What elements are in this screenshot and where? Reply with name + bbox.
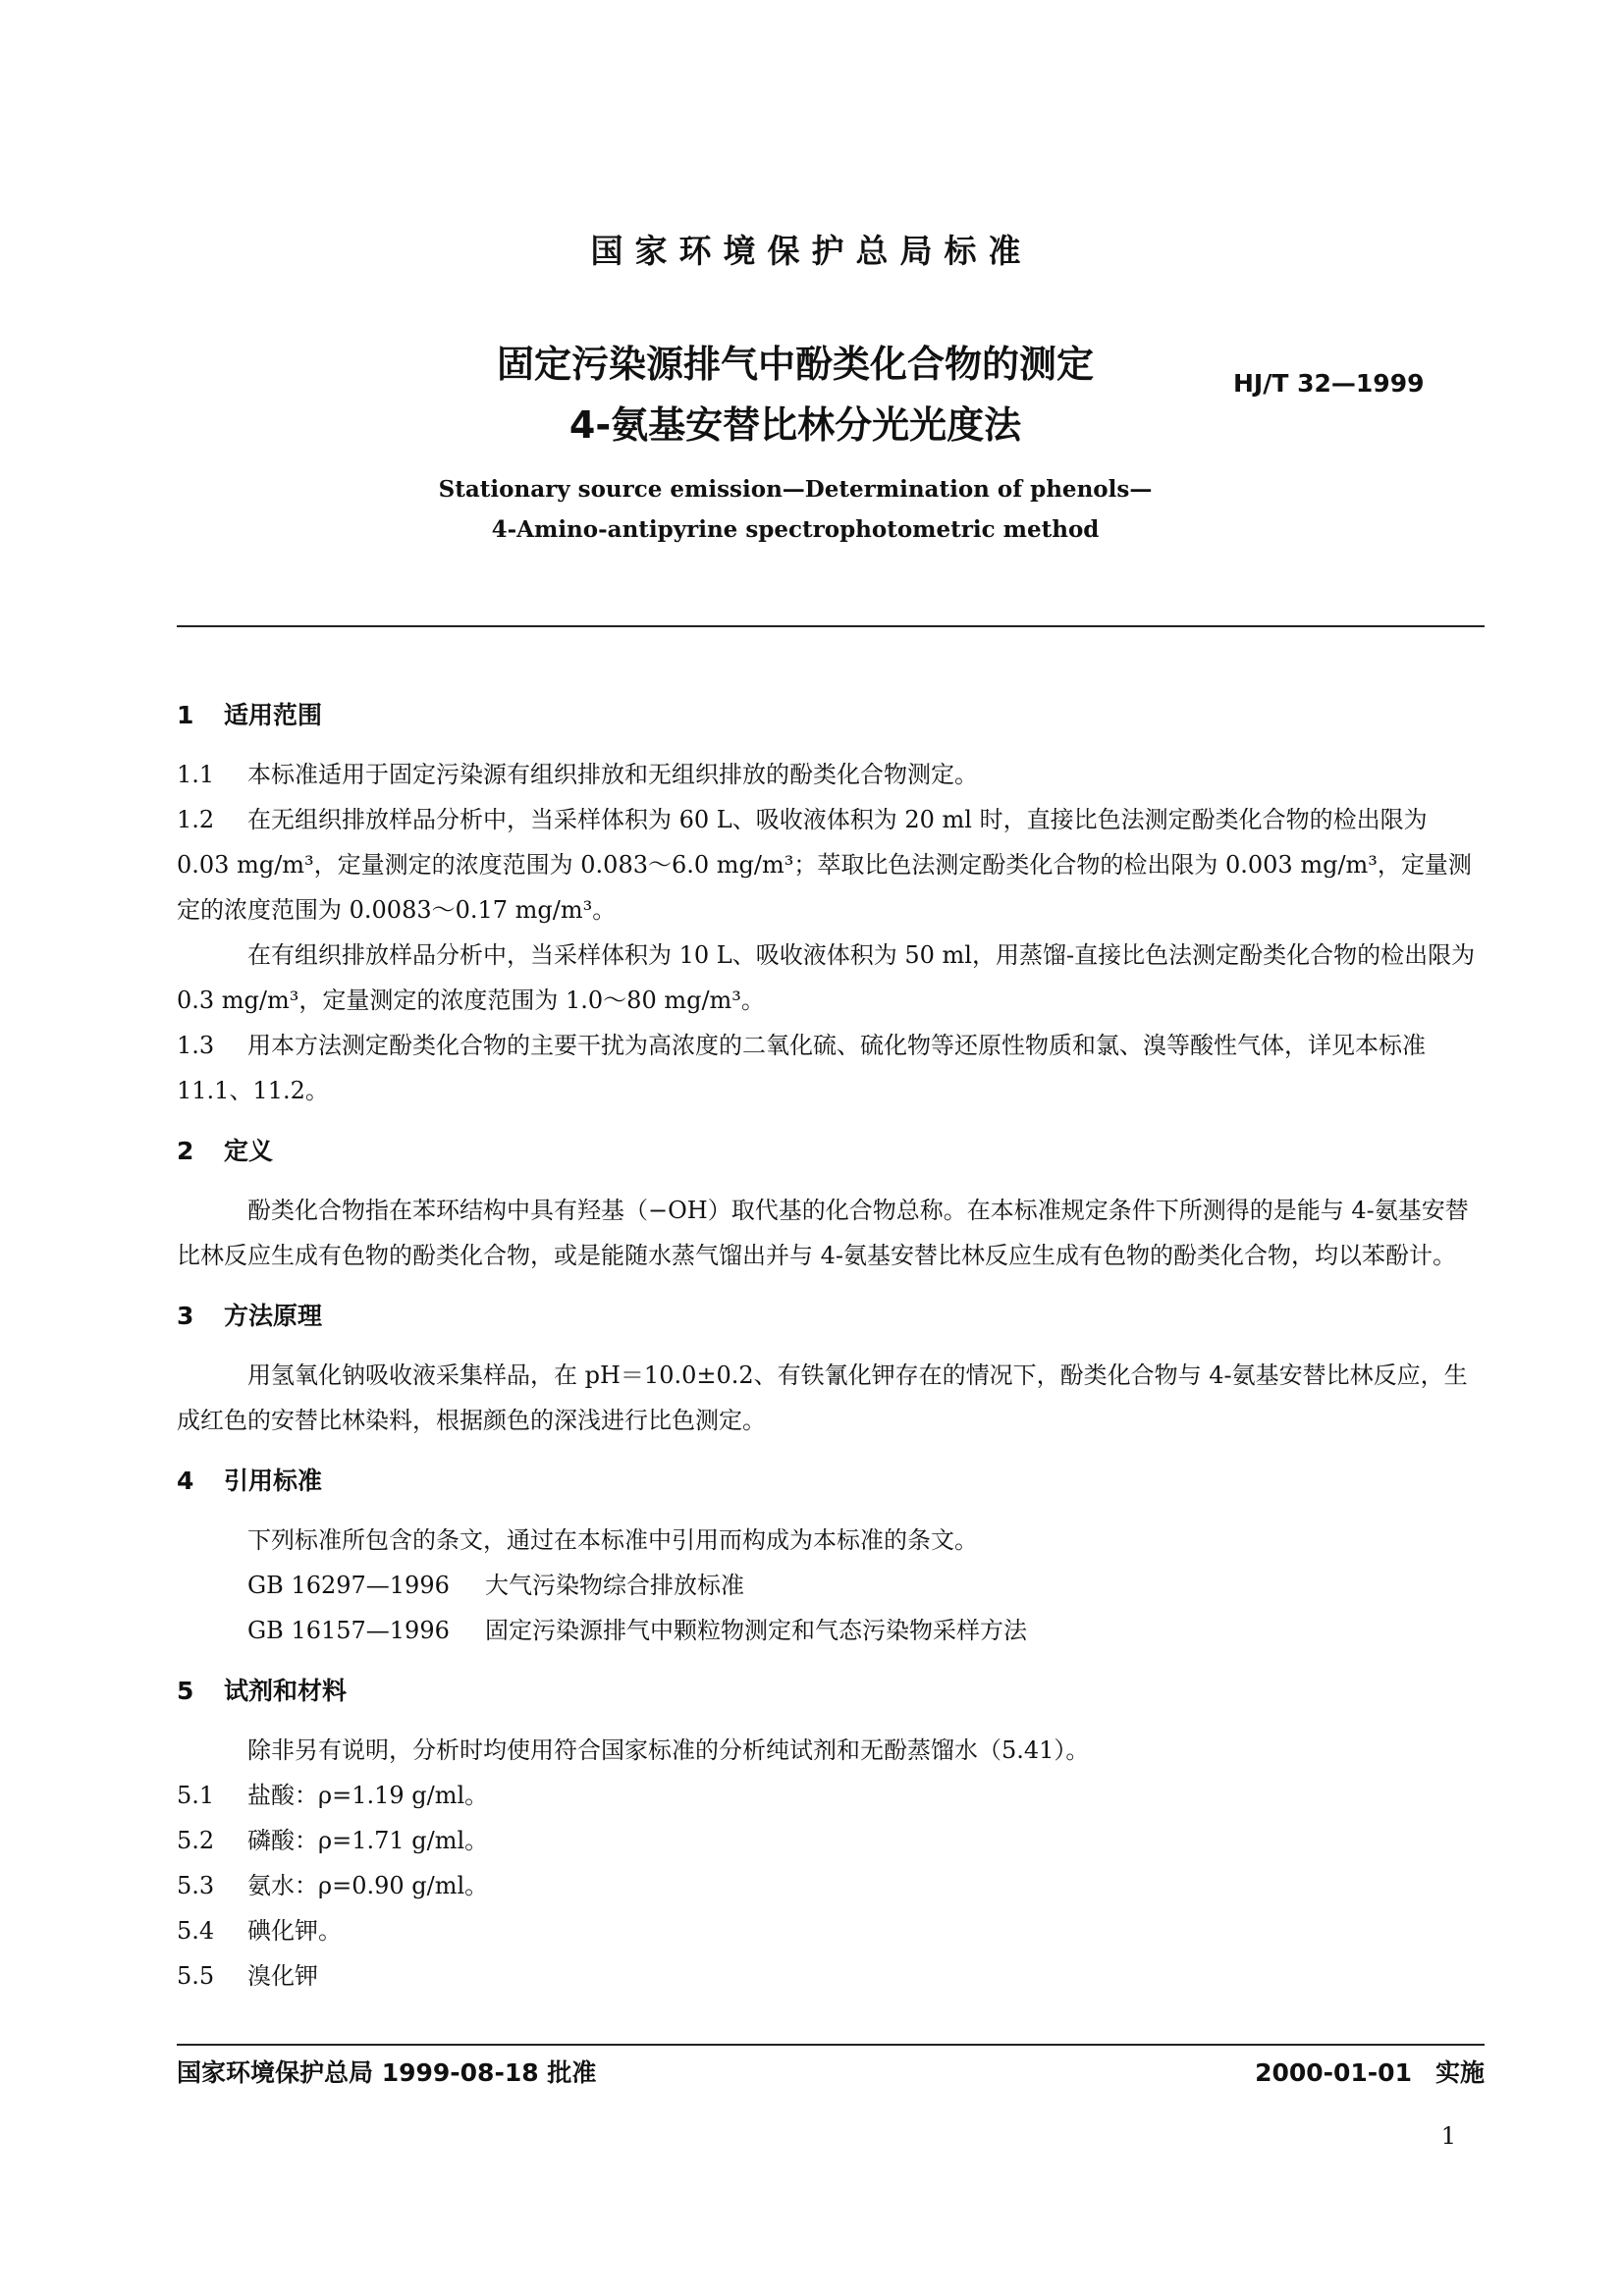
english-title-line-1: Stationary source emission—Determination of phenols—: [438, 476, 1153, 503]
title-line-1: 固定污染源排气中酚类化合物的测定: [496, 343, 1094, 386]
effective-label: 实施: [1434, 2058, 1485, 2087]
english-title-line-2: 4-Amino-antipyrine spectrophotometric method: [491, 516, 1100, 543]
section-heading-4: 4 引用标准: [177, 1467, 323, 1495]
reagent-item: 5.2 磷酸：ρ=1.71 g/ml。: [177, 1827, 489, 1854]
reagent-item: 5.1 盐酸：ρ=1.19 g/ml。: [177, 1782, 489, 1809]
reference-item: GB 16297—1996 大气污染物综合排放标准: [247, 1572, 744, 1599]
principle-paragraph: 用氢氧化钠吸收液采集样品，在 pH＝10.0±0.2、有铁氰化钾存在的情况下，酚类化合物与 4-氨基安替比林反应，生成红色的安替比林染料，根据颜色的深浅进行比色测定。: [177, 1362, 1468, 1434]
section-heading-3: 3 方法原理: [177, 1302, 323, 1330]
approval-note: 国家环境保护总局 1999-08-18 批准: [177, 2058, 597, 2087]
references-intro: 下列标准所包含的条文，通过在本标准中引用而构成为本标准的条文。: [247, 1526, 978, 1554]
clause-1-2: 1.2 在无组织排放样品分析中，当采样体积为 60 L、吸收液体积为 20 ml 时，直接比色法测定酚类化合物的检出限为 0.03 mg/m³，定量测定的浓度范围为 0.083～6.0 mg/m³；萃取比色法测定酚类化合物的检出限为 0.003 mg/m³，定量测定的浓度范围为 0.0083～0.17 mg/m³。: [177, 806, 1472, 924]
section-heading-2: 2 定义: [177, 1137, 274, 1165]
title-line-2: 4-氨基安替比林分光光度法: [568, 403, 1022, 447]
reagent-item: 5.3 氨水：ρ=0.90 g/ml。: [177, 1872, 489, 1899]
footer-divider: [177, 2044, 1485, 2046]
section-heading-5: 5 试剂和材料: [177, 1677, 348, 1705]
reagent-item: 5.5 溴化钾: [177, 1962, 318, 1990]
effective-date: 2000-01-01: [1255, 2058, 1412, 2087]
header-divider: [177, 625, 1485, 627]
page-number: 1: [1440, 2122, 1456, 2150]
issuing-agency: 国家环境保护总局标准: [590, 232, 1033, 270]
effective-note: [1255, 2054, 1485, 2089]
clause-1-1: 1.1 本标准适用于固定污染源有组织排放和无组织排放的酚类化合物测定。: [177, 761, 978, 788]
reference-item: GB 16157—1996 固定污染源排气中颗粒物测定和气态污染物采样方法: [247, 1617, 1027, 1644]
reagent-item: 5.4 碘化钾。: [177, 1917, 342, 1945]
standard-number: HJ/T 32—1999: [1233, 369, 1425, 398]
reagents-intro: 除非另有说明，分析时均使用符合国家标准的分析纯试剂和无酚蒸馏水（5.41）。: [247, 1736, 1090, 1764]
section-heading-1: 1 适用范围: [177, 701, 323, 729]
clause-1-2-paragraph-2: 在有组织排放样品分析中，当采样体积为 10 L、吸收液体积为 50 ml，用蒸馏-直接比色法测定酚类化合物的检出限为 0.3 mg/m³，定量测定的浓度范围为 1.0～80 mg/m³。: [177, 941, 1476, 1014]
clause-1-3: 1.3 用本方法测定酚类化合物的主要干扰为高浓度的二氧化硫、硫化物等还原性物质和氯、溴等酸性气体，详见本标准 11.1、11.2。: [177, 1032, 1426, 1104]
document-body: [177, 677, 1485, 1999]
definition-paragraph: 酚类化合物指在苯环结构中具有羟基（−OH）取代基的化合物总称。在本标准规定条件下所测得的是能与 4-氨基安替比林反应生成有色物的酚类化合物，或是能随水蒸气馏出并与 4-氨基安替比林反应生成有色物的酚类化合物，均以苯酚计。: [177, 1197, 1469, 1269]
